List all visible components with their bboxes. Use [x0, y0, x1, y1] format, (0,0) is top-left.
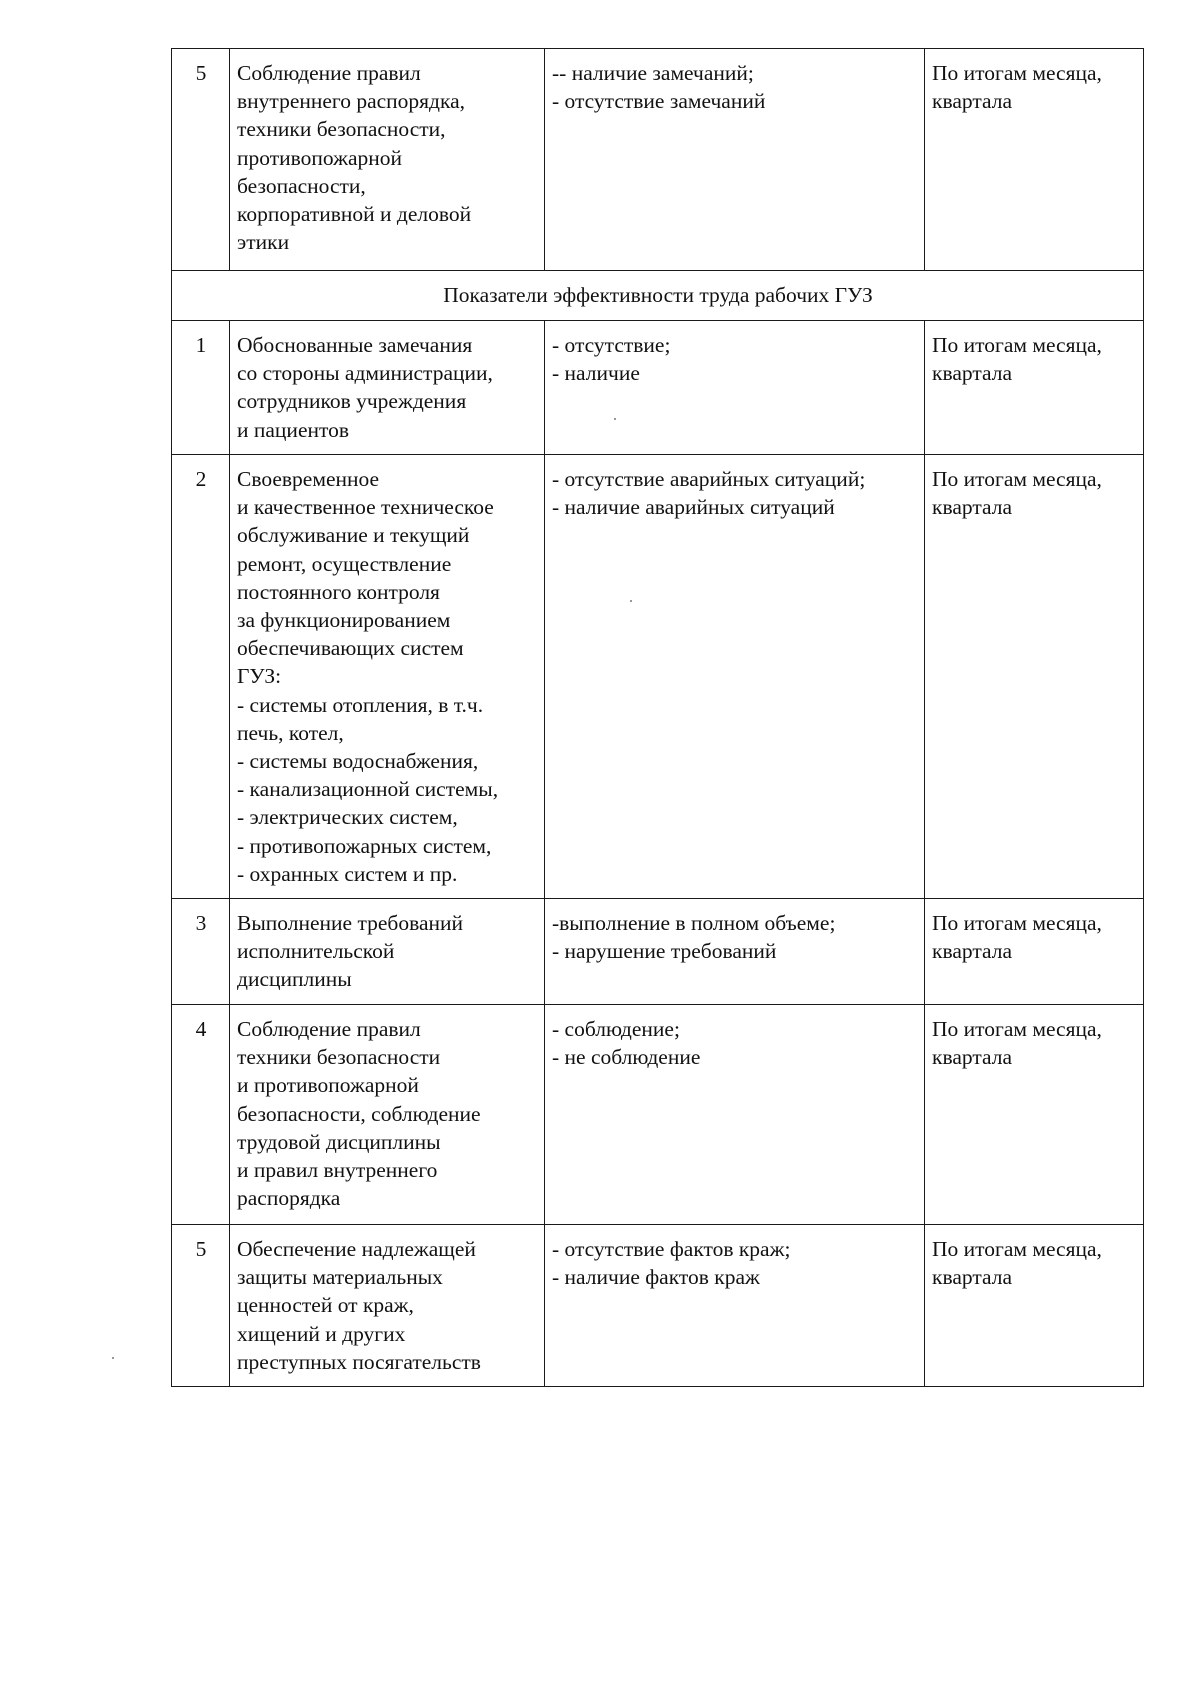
row-number: 5: [172, 1225, 230, 1387]
scan-speck: [630, 600, 632, 602]
section-title: Показатели эффективности труда рабочих ГУЗ: [172, 271, 1144, 321]
row-number: 4: [172, 1005, 230, 1225]
table-row: [172, 1005, 1144, 1225]
table-row: [172, 899, 1144, 1005]
indicator-text: - соблюдение; - не соблюдение: [545, 1005, 925, 1225]
section-header-row: [172, 271, 1144, 321]
criterion-text: Соблюдение правил техники безопасности и противопожарной безопасности, соблюдение трудовой дисциплины и правил внутреннего распорядка: [230, 1005, 545, 1225]
table-row: [172, 1225, 1144, 1387]
period-text: По итогам месяца, квартала: [925, 899, 1144, 1005]
row-number: 5: [172, 49, 230, 271]
scan-speck: [614, 418, 616, 420]
criterion-text: Обоснованные замечания со стороны администрации, сотрудников учреждения и пациентов: [230, 321, 545, 455]
criterion-text: Соблюдение правил внутреннего распорядка, техники безопасности, противопожарной безопасности, корпоративной и деловой этики: [230, 49, 545, 271]
row-number: 1: [172, 321, 230, 455]
criterion-text: Выполнение требований исполнительской дисциплины: [230, 899, 545, 1005]
indicator-text: - отсутствие фактов краж; - наличие фактов краж: [545, 1225, 925, 1387]
period-text: По итогам месяца, квартала: [925, 321, 1144, 455]
table-row: [172, 49, 1144, 271]
period-text: По итогам месяца, квартала: [925, 1225, 1144, 1387]
indicator-text: - отсутствие; - наличие: [545, 321, 925, 455]
period-text: По итогам месяца, квартала: [925, 455, 1144, 899]
criterion-text: Своевременное и качественное техническое обслуживание и текущий ремонт, осуществление постоянного контроля за функционированием обеспечивающих систем ГУЗ: - системы отопления, в т.ч. печь, котел, - системы водоснабжения, - канализационной системы, - электрических систем, - противопожарных систем, - охранных систем и пр.: [230, 455, 545, 899]
indicator-text: -- наличие замечаний; - отсутствие замечаний: [545, 49, 925, 271]
table-row: [172, 321, 1144, 455]
period-text: По итогам месяца, квартала: [925, 49, 1144, 271]
criterion-text: Обеспечение надлежащей защиты материальных ценностей от краж, хищений и других преступных посягательств: [230, 1225, 545, 1387]
period-text: По итогам месяца, квартала: [925, 1005, 1144, 1225]
row-number: 3: [172, 899, 230, 1005]
row-number: 2: [172, 455, 230, 899]
indicator-text: - отсутствие аварийных ситуаций; - наличие аварийных ситуаций: [545, 455, 925, 899]
criteria-table: [171, 48, 1144, 1387]
table-row: [172, 455, 1144, 899]
indicator-text: -выполнение в полном объеме; - нарушение требований: [545, 899, 925, 1005]
scan-speck: [112, 1357, 114, 1359]
